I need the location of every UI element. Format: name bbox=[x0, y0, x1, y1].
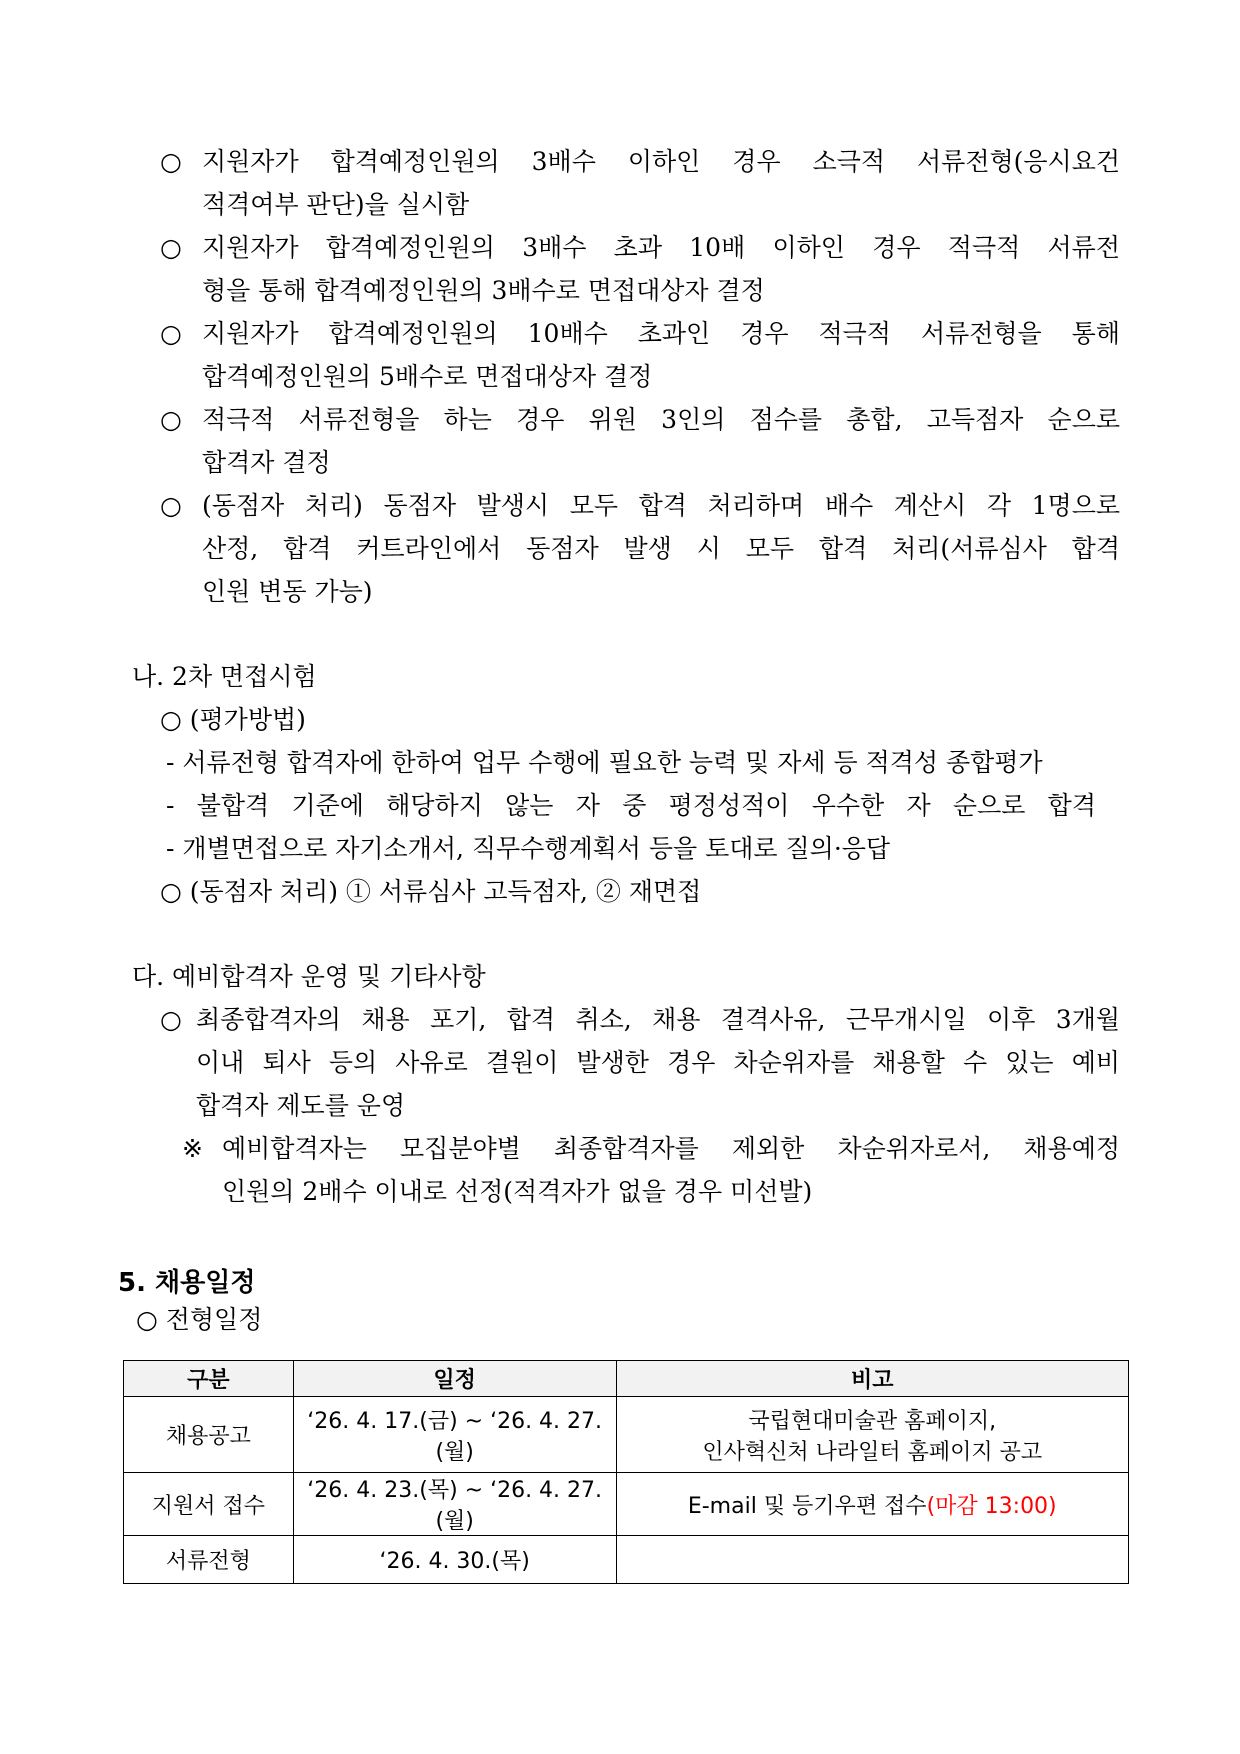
table-row bbox=[124, 1536, 1129, 1584]
cell-remarks bbox=[616, 1473, 1129, 1536]
bullet-line: 이내 퇴사 등의 사유로 결원이 발생한 경우 차순위자를 채용할 수 있는 예비 bbox=[196, 1048, 1120, 1077]
section-title-5: 5. 채용일정 bbox=[118, 1268, 256, 1298]
section-title-na: 나. 2차 면접시험 bbox=[132, 662, 317, 691]
circle-bullet-icon: ○ bbox=[160, 405, 182, 434]
bullet-line: 합격예정인원의 5배수로 면접대상자 결정 bbox=[202, 362, 653, 391]
cell-schedule: ‘26. 4. 30.(목) bbox=[293, 1536, 616, 1584]
bullet-item bbox=[160, 226, 1120, 312]
cell-category: 지원서 접수 bbox=[124, 1473, 294, 1536]
cell-category: 채용공고 bbox=[124, 1397, 294, 1473]
section-title-da: 다. 예비합격자 운영 및 기타사항 bbox=[132, 962, 486, 991]
dash-item: - 개별면접으로 자기소개서, 직무수행계획서 등을 토대로 질의·응답 bbox=[166, 834, 891, 863]
remarks-line: 국립현대미술관 홈페이지, bbox=[748, 1408, 997, 1434]
cell-remarks bbox=[616, 1397, 1129, 1473]
bullet-line: (동점자 처리) 동점자 발생시 모두 합격 처리하며 배수 계산시 각 1명으로 bbox=[202, 491, 1120, 520]
cell-remarks bbox=[616, 1536, 1129, 1584]
header-remarks: 비고 bbox=[616, 1361, 1129, 1397]
cell-schedule: ‘26. 4. 23.(목) ~ ‘26. 4. 27.(월) bbox=[293, 1473, 616, 1536]
bullet-line: 인원 변동 가능) bbox=[202, 577, 373, 606]
schedule-sub-label: ○ 전형일정 bbox=[136, 1305, 263, 1334]
bullet-line: 형을 통해 합격예정인원의 3배수로 면접대상자 결정 bbox=[202, 276, 765, 305]
schedule-table bbox=[123, 1360, 1129, 1584]
bullet-line: 지원자가 합격예정인원의 3배수 초과 10배 이하인 경우 적극적 서류전 bbox=[202, 233, 1120, 262]
circle-bullet-icon: ○ bbox=[160, 233, 182, 262]
circle-bullet-icon: ○ bbox=[160, 1005, 182, 1034]
note-line: 예비합격자는 모집분야별 최종합격자를 제외한 차순위자로서, 채용예정 bbox=[222, 1134, 1120, 1163]
circle-bullet-icon: ○ bbox=[160, 491, 182, 520]
bullet-line: 적극적 서류전형을 하는 경우 위원 3인의 점수를 총합, 고득점자 순으로 bbox=[202, 405, 1120, 434]
method-label: ○ (평가방법) bbox=[160, 705, 306, 734]
circle-bullet-icon: ○ bbox=[160, 319, 182, 348]
bullet-item bbox=[160, 998, 1120, 1127]
header-category: 구분 bbox=[124, 1361, 294, 1397]
remarks-text: E-mail 및 등기우편 접수 bbox=[687, 1493, 927, 1519]
bullet-line: 최종합격자의 채용 포기, 합격 취소, 채용 결격사유, 근무개시일 이후 3개월 bbox=[196, 1005, 1120, 1034]
bullet-line: 합격자 결정 bbox=[202, 448, 331, 477]
tie-rule: ○ (동점자 처리) ① 서류심사 고득점자, ② 재면접 bbox=[160, 877, 702, 906]
bullet-line: 합격자 제도를 운영 bbox=[196, 1091, 406, 1120]
dash-item: - 불합격 기준에 해당하지 않는 자 중 평정성적이 우수한 자 순으로 합격 bbox=[166, 791, 1096, 820]
cell-schedule: ‘26. 4. 17.(금) ~ ‘26. 4. 27.(월) bbox=[293, 1397, 616, 1473]
bullet-item bbox=[160, 312, 1120, 398]
bullet-item bbox=[160, 484, 1120, 613]
table-header-row bbox=[124, 1361, 1129, 1397]
circle-bullet-icon: ○ bbox=[160, 147, 182, 176]
reference-mark-icon: ※ bbox=[182, 1134, 203, 1163]
bullet-line: 지원자가 합격예정인원의 10배수 초과인 경우 적극적 서류전형을 통해 bbox=[202, 319, 1120, 348]
table-row bbox=[124, 1397, 1129, 1473]
bullet-line: 지원자가 합격예정인원의 3배수 이하인 경우 소극적 서류전형(응시요건 bbox=[202, 147, 1120, 176]
bullet-item bbox=[160, 398, 1120, 484]
bullet-line: 산정, 합격 커트라인에서 동점자 발생 시 모두 합격 처리(서류심사 합격 bbox=[202, 534, 1120, 563]
note-line: 인원의 2배수 이내로 선정(적격자가 없을 경우 미선발) bbox=[222, 1177, 813, 1206]
header-schedule: 일정 bbox=[293, 1361, 616, 1397]
dash-item: - 서류전형 합격자에 한하여 업무 수행에 필요한 능력 및 자세 등 적격성 종합평가 bbox=[166, 748, 1043, 777]
remarks-line: 인사혁신처 나라일터 홈페이지 공고 bbox=[702, 1439, 1043, 1465]
note-item bbox=[182, 1127, 1120, 1213]
deadline-text: (마감 13:00) bbox=[926, 1493, 1057, 1519]
table-row bbox=[124, 1473, 1129, 1536]
cell-category: 서류전형 bbox=[124, 1536, 294, 1584]
bullet-item bbox=[160, 140, 1120, 226]
bullet-line: 적격여부 판단)을 실시함 bbox=[202, 190, 470, 219]
